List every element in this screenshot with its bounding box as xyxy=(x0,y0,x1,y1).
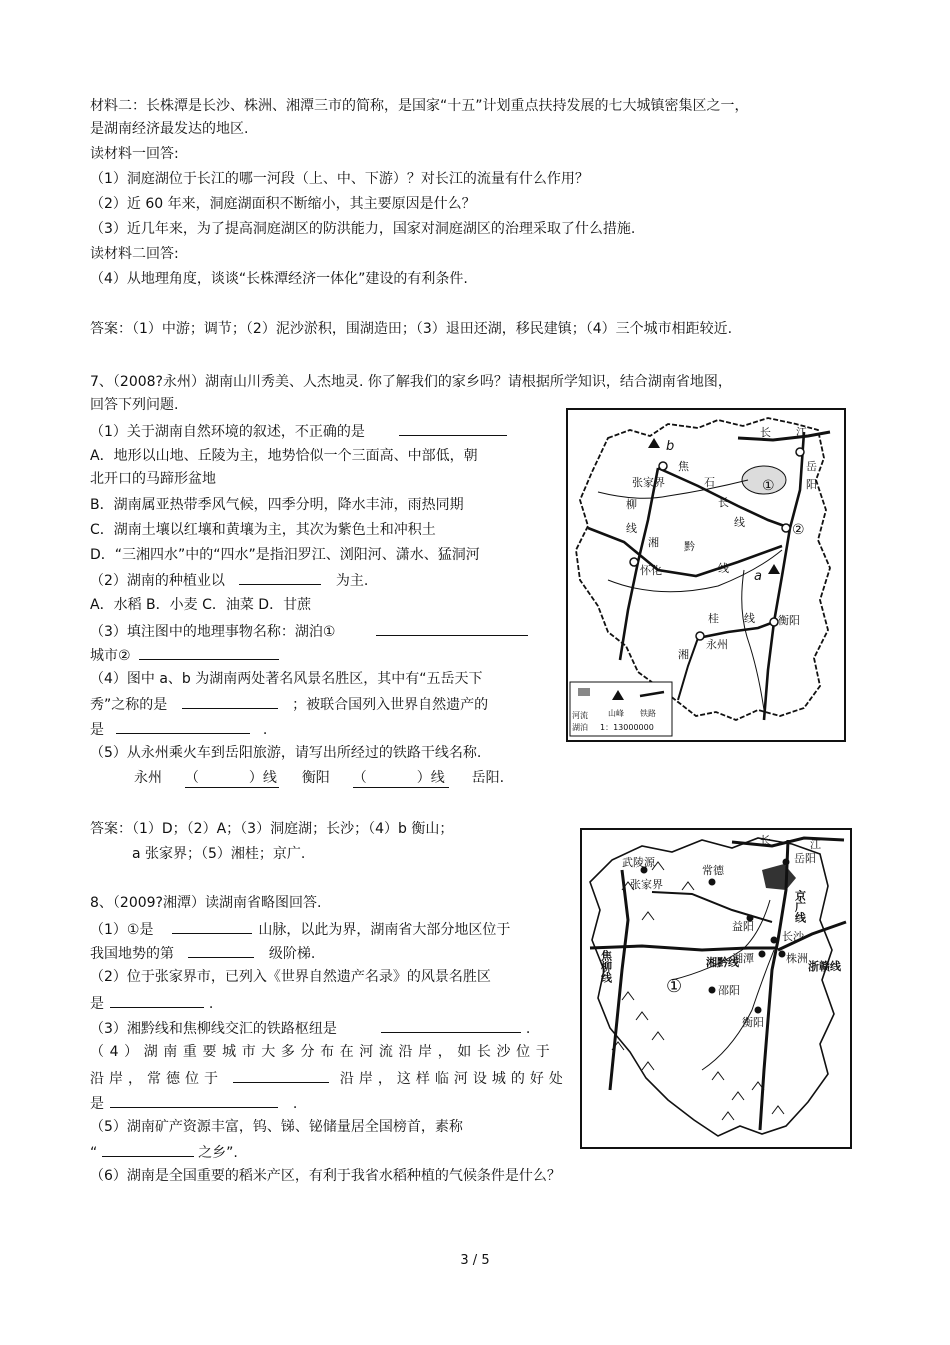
q8-mineral-blank[interactable] xyxy=(102,1142,194,1157)
q7-part1-blank[interactable] xyxy=(399,421,507,436)
map1-label-gui: 桂 xyxy=(708,612,719,625)
q8-part3: （3）湘黔线和焦柳线交汇的铁路枢纽是 . xyxy=(90,1018,530,1038)
q7-route-line: 永州 （ ）线 衡阳 （ ）线 岳阳. xyxy=(134,770,505,786)
hunan-map-1 xyxy=(566,408,846,742)
map1-label-xiang2: 湘 xyxy=(678,648,689,661)
material-two-line2: 是湖南经济最发达的地区. xyxy=(90,121,249,137)
map1-label-hengyang: 衡阳 xyxy=(778,614,800,627)
q7-title-line2: 回答下列问题. xyxy=(90,397,179,413)
map1-label-yang: 阳 xyxy=(806,478,817,491)
map1-label-xian: 线 xyxy=(734,516,745,529)
map2-label-wulingyuan: 武陵源 xyxy=(622,856,655,869)
q6-answer: 答案：（1）中游；调节；（2）泥沙淤积，围湖造田；（3）退田还湖，移民建镇；（4）三个城市相距较近. xyxy=(90,321,733,337)
q7-route-blank1[interactable]: （ ）线 xyxy=(184,770,277,786)
q7-answer-line2: a 张家界；（5）湘桂；京广. xyxy=(132,846,306,862)
q8-part6: （6）湖南是全国重要的稻米产区，有利于我省水稻种植的气候条件是什么？ xyxy=(90,1168,561,1184)
map2-label-jiaoliu: 焦柳线 xyxy=(599,950,613,983)
q6-part1: （1）洞庭湖位于长江的哪一河段（上、中、下游）？对长江的流量有什么作用？ xyxy=(90,171,589,187)
map1-legend-peak: 山峰 xyxy=(608,709,624,718)
hunan-map-1-drawing xyxy=(568,410,844,740)
q7-option-d: D．“三湘四水”中的“四水”是指汨罗江、浏阳河、潇水、猛洞河 xyxy=(90,547,480,563)
map1-label-huaihua: 怀化 xyxy=(640,564,662,577)
q8-part1-line2: 我国地势的第 级阶梯. xyxy=(90,943,315,963)
map1-legend-lake: 湖泊 xyxy=(572,723,588,732)
q7-part3-line1: （3）填注图中的地理事物名称：湖泊① xyxy=(90,621,528,641)
map2-label-zhegan: 浙赣线 xyxy=(808,960,841,973)
q8-mountain-blank[interactable] xyxy=(172,919,252,934)
map2-label-num1: ① xyxy=(666,976,683,997)
map2-label-hengyang: 衡阳 xyxy=(742,1016,764,1029)
q7-route-blank2[interactable]: （ ）线 xyxy=(353,769,449,788)
map1-label-xian2: 线 xyxy=(626,522,637,535)
map1-label-xian3: 线 xyxy=(718,562,729,575)
q8-part4-line3: 是 . xyxy=(90,1093,297,1113)
q8-part5-line2: “ 之乡”. xyxy=(90,1142,238,1162)
map1-label-xiang1: 湘 xyxy=(648,536,659,549)
map1-label-a: a xyxy=(754,569,762,584)
map2-label-yueyang: 岳阳 xyxy=(794,852,816,865)
q7-part5: （5）从永州乘火车到岳阳旅游，请写出所经过的铁路干线名称. xyxy=(90,745,482,761)
q8-changde-blank[interactable] xyxy=(233,1068,329,1083)
map2-label-changsha: 长沙 xyxy=(782,930,804,943)
map1-label-liu: 柳 xyxy=(626,498,637,511)
map1-label-shi: 石 xyxy=(704,476,715,489)
hunan-map-2-drawing xyxy=(582,830,850,1147)
map1-label-qian: 黔 xyxy=(684,540,695,553)
q8-part4-line1: （4）湖南重要城市大多分布在河流沿岸，如长沙位于 xyxy=(90,1044,556,1060)
q7-option-b: B．湖南属亚热带季风气候，四季分明，降水丰沛，雨热同期 xyxy=(90,497,464,513)
q8-benefit-blank[interactable] xyxy=(110,1093,278,1108)
q8-part2-line1: （2）位于张家界市，已列入《世界自然遗产名录》的风景名胜区 xyxy=(90,969,491,985)
q7-part4-line1: （4）图中 a、b 为湖南两处著名风景名胜区，其中有“五岳天下 xyxy=(90,671,483,687)
hunan-map-2 xyxy=(580,828,852,1149)
map1-label-num2: ② xyxy=(792,522,805,538)
q7-part1: （1）关于湖南自然环境的叙述，不正确的是 xyxy=(90,421,507,441)
q7-option-a-line1: A．地形以山地、丘陵为主，地势恰似一个三面高、中部低，朝 xyxy=(90,448,478,464)
q6-part4: （4）从地理角度，谈谈“长株潭经济一体化”建设的有利条件. xyxy=(90,271,468,287)
q6-part2: （2）近 60 年来，洞庭湖面积不断缩小，其主要原因是什么？ xyxy=(90,196,476,212)
q7-part4-line2: 秀”之称的是 ；被联合国列入世界自然遗产的 xyxy=(90,694,488,714)
q7-part3-line2: 城市② xyxy=(90,645,279,665)
q7-option-a-line2: 北开口的马蹄形盆地 xyxy=(90,471,216,487)
q6-part3: （3）近几年来，为了提高洞庭湖区的防洪能力，国家对洞庭湖区的治理采取了什么措施. xyxy=(90,221,636,237)
map1-label-xian4: 线 xyxy=(744,612,755,625)
map2-label-changde: 常德 xyxy=(702,864,724,877)
map2-label-yiyang: 益阳 xyxy=(732,920,754,933)
q8-scenic-blank[interactable] xyxy=(110,993,204,1008)
q7-part2-blank[interactable] xyxy=(239,570,321,585)
map2-label-zhuzhou: 株洲 xyxy=(786,952,808,965)
q8-part4-line2: 沿岸，常德位于 沿岸，这样临河设城的好处 xyxy=(90,1068,568,1088)
q7-lake-blank[interactable] xyxy=(376,621,528,636)
map1-legend-rail: 铁路 xyxy=(640,709,656,718)
map1-label-yue: 岳 xyxy=(806,460,817,473)
map2-label-zhangjiajie: 张家界 xyxy=(630,878,663,891)
q8-part2-line2: 是 . xyxy=(90,993,213,1013)
map2-label-shaoyang: 邵阳 xyxy=(718,984,740,997)
q7-part2-options: A．水稻 B．小麦 C．油菜 D．甘蔗 xyxy=(90,597,312,613)
map2-label-xiangqian: 湘黔线 xyxy=(706,956,739,969)
page-number: 3 / 5 xyxy=(460,1253,490,1268)
map2-label-jiang: 江 xyxy=(810,838,821,851)
read-material-two: 读材料二回答: xyxy=(90,246,179,262)
map1-scale: 1：13000000 xyxy=(600,723,654,732)
map2-label-chang: 长 xyxy=(760,834,771,847)
q8-part5-line1: （5）湖南矿产资源丰富，钨、锑、铋储量居全国榜首，素称 xyxy=(90,1119,463,1135)
map1-label-yongzhou: 永州 xyxy=(706,638,728,651)
map1-legend-river: 河流 xyxy=(572,711,588,720)
q7-mountain-blank[interactable] xyxy=(182,694,278,709)
q8-title: 8、（2009?湘潭）读湖南省略图回答. xyxy=(90,895,322,911)
q8-part1-line1: （1）①是 山脉，以此为界，湖南省大部分地区位于 xyxy=(90,919,510,939)
read-material-one: 读材料一回答: xyxy=(90,146,179,162)
q7-title-line1: 7、（2008?永州）湖南山川秀美、人杰地灵. 你了解我们的家乡吗？请根据所学知识，结合湖南省地图， xyxy=(90,374,732,390)
map2-label-jingguang: 京广线 xyxy=(793,890,807,923)
material-two-line1: 材料二：长株潭是长沙、株洲、湘潭三市的简称，是国家“十五”计划重点扶持发展的七大城镇密集区之一， xyxy=(90,98,749,114)
q7-option-c: C．湖南土壤以红壤和黄壤为主，其次为紫色土和冲积土 xyxy=(90,522,436,538)
map1-label-chang2: 长 xyxy=(718,496,729,509)
map2-label-xiangtan: 湘潭 xyxy=(732,952,754,965)
map1-label-zhangjiajie: 张家界 xyxy=(632,476,665,489)
map1-label-chang: 长 xyxy=(760,426,771,439)
q7-heritage-blank[interactable] xyxy=(116,719,250,734)
q8-hub-blank[interactable] xyxy=(381,1018,521,1033)
map1-label-jiang: 江 xyxy=(796,426,807,439)
q7-part2: （2）湖南的种植业以 为主. xyxy=(90,570,368,590)
q8-step-blank[interactable] xyxy=(188,943,254,958)
q7-part4-line3: 是 . xyxy=(90,719,267,739)
q7-city-blank[interactable] xyxy=(139,645,279,660)
map1-label-b: b xyxy=(666,439,675,454)
q7-answer-line1: 答案：（1）D；（2）A；（3）洞庭湖；长沙；（4）b 衡山； xyxy=(90,821,454,837)
map1-label-num1: ① xyxy=(762,478,775,494)
map1-label-jiao: 焦 xyxy=(678,460,689,473)
